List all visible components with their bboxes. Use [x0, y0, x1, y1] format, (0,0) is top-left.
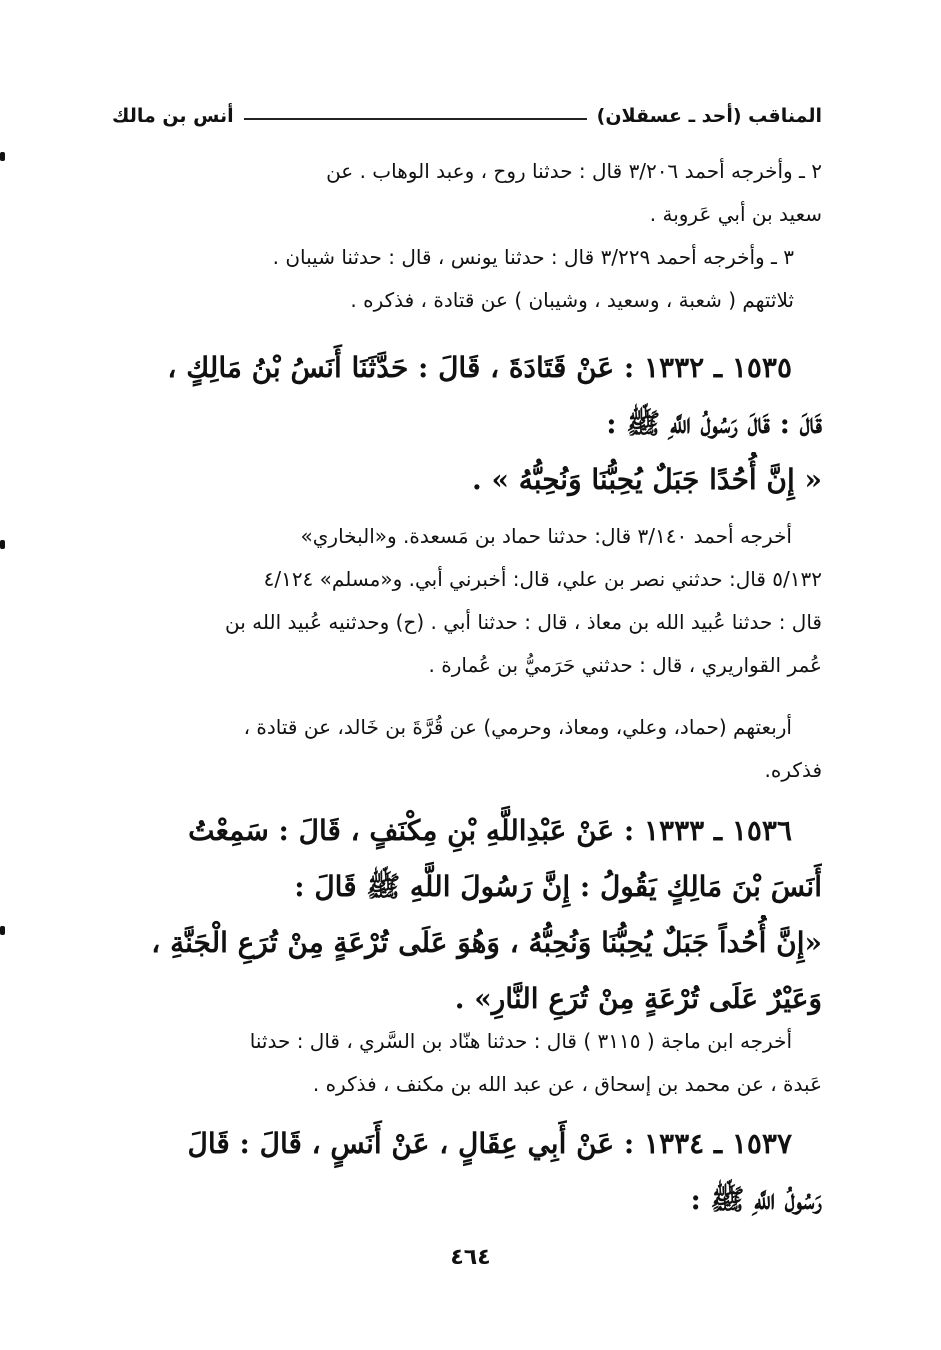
- takhrij-1535-summary: [112, 706, 822, 792]
- running-header: [112, 105, 822, 127]
- hadith-1537: [112, 1116, 822, 1228]
- header-chapter-title: المناقب (أحد ـ عسقلان): [596, 105, 822, 127]
- hadith-1535: [112, 340, 822, 508]
- hadith-line: وَعَيْرٌ عَلَى تُرْعَةٍ مِنْ تُرَعِ النَّارِ» .: [454, 982, 822, 1015]
- header-rule: [244, 118, 587, 120]
- binding-mark: [0, 152, 5, 161]
- takhrij-line: عَبدة ، عن محمد بن إسحاق ، عن عبد الله بن مكنف ، فذكره .: [312, 1072, 822, 1096]
- note-2: [112, 150, 822, 236]
- binding-mark: [0, 540, 5, 549]
- hadith-line: ١٥٣٦ ـ ١٣٣٣ : عَنْ عَبْدِاللَّهِ بْنِ مِكْنَفٍ ، قَالَ : سَمِعْتُ: [188, 814, 792, 847]
- hadith-line: ١٥٣٧ ـ ١٣٣٤ : عَنْ أَبِي عِقَالٍ ، عَنْ أَنَسٍ ، قَالَ : قَالَ: [187, 1127, 792, 1160]
- takhrij-1535: [112, 515, 822, 687]
- takhrij-line: فذكره.: [764, 758, 822, 782]
- note-line: ثلاثتهم ( شعبة ، وسعيد ، وشيبان ) عن قتادة ، فذكره .: [350, 288, 794, 312]
- note-line: سعيد بن أبي عَروبة .: [649, 202, 822, 226]
- takhrij-line: أخرجه أحمد ٣/١٤٠ قال: حدثنا حماد بن مَسعدة. و«البخاري»: [300, 524, 792, 548]
- page-number: ٤٦٤: [450, 1245, 491, 1270]
- hadith-line: أَنَسَ بْنَ مَالِكٍ يَقُولُ : إِنَّ رَسُولَ اللَّهِ ﷺ قَالَ :: [294, 870, 822, 903]
- note-line: ٢ ـ وأخرجه أحمد ٣/٢٠٦ قال : حدثنا روح ، وعبد الوهاب . عن: [326, 159, 822, 183]
- hadith-1536: [112, 803, 822, 1027]
- takhrij-line: أخرجه ابن ماجة ( ٣١١٥ ) قال : حدثنا هنّاد بن السَّري ، قال : حدثنا: [249, 1029, 792, 1053]
- takhrij-line: ٥/١٣٢ قال: حدثني نصر بن علي، قال: أخبرني أبي. و«مسلم» ٤/١٢٤: [263, 567, 822, 591]
- takhrij-line: أربعتهم (حماد، وعلي، ومعاذ، وحرمي) عن قُرَّةَ بن خَالد، عن قتادة ،: [243, 715, 792, 739]
- note-3: [112, 236, 822, 322]
- hadith-line: رَسُولُ اللَّهِ ﷺ :: [690, 1183, 822, 1216]
- hadith-line: « إِنَّ أُحُدًا جَبَلٌ يُحِبُّنَا وَنُحِبُّهُ » .: [472, 463, 822, 496]
- binding-mark: [0, 926, 5, 935]
- takhrij-1536: [112, 1020, 822, 1106]
- hadith-line: ١٥٣٥ ـ ١٣٣٢ : عَنْ قَتَادَةَ ، قَالَ : حَدَّثَنَا أَنَسُ بْنُ مَالِكٍ ،: [167, 351, 792, 384]
- hadith-line: «إِنَّ أُحُداً جَبَلٌ يُحِبُّنَا وَنُحِبُّهُ ، وَهُوَ عَلَى تُرْعَةٍ مِنْ تُرَعِ الْجَنَّةِ ،: [151, 926, 822, 959]
- hadith-line: قَالَ : قَالَ رَسُولُ اللَّهِ ﷺ :: [606, 407, 822, 440]
- note-line: ٣ ـ وأخرجه أحمد ٣/٢٢٩ قال : حدثنا يونس ، قال : حدثنا شيبان .: [272, 245, 794, 269]
- takhrij-line: قال : حدثنا عُبيد الله بن معاذ ، قال : حدثنا أبي . (ح) وحدثنيه عُبيد الله بن: [225, 610, 822, 634]
- takhrij-line: عُمر القواريري ، قال : حدثني حَرَميُّ بن عُمارة .: [428, 653, 822, 677]
- header-subject: أنس بن مالك: [112, 105, 234, 127]
